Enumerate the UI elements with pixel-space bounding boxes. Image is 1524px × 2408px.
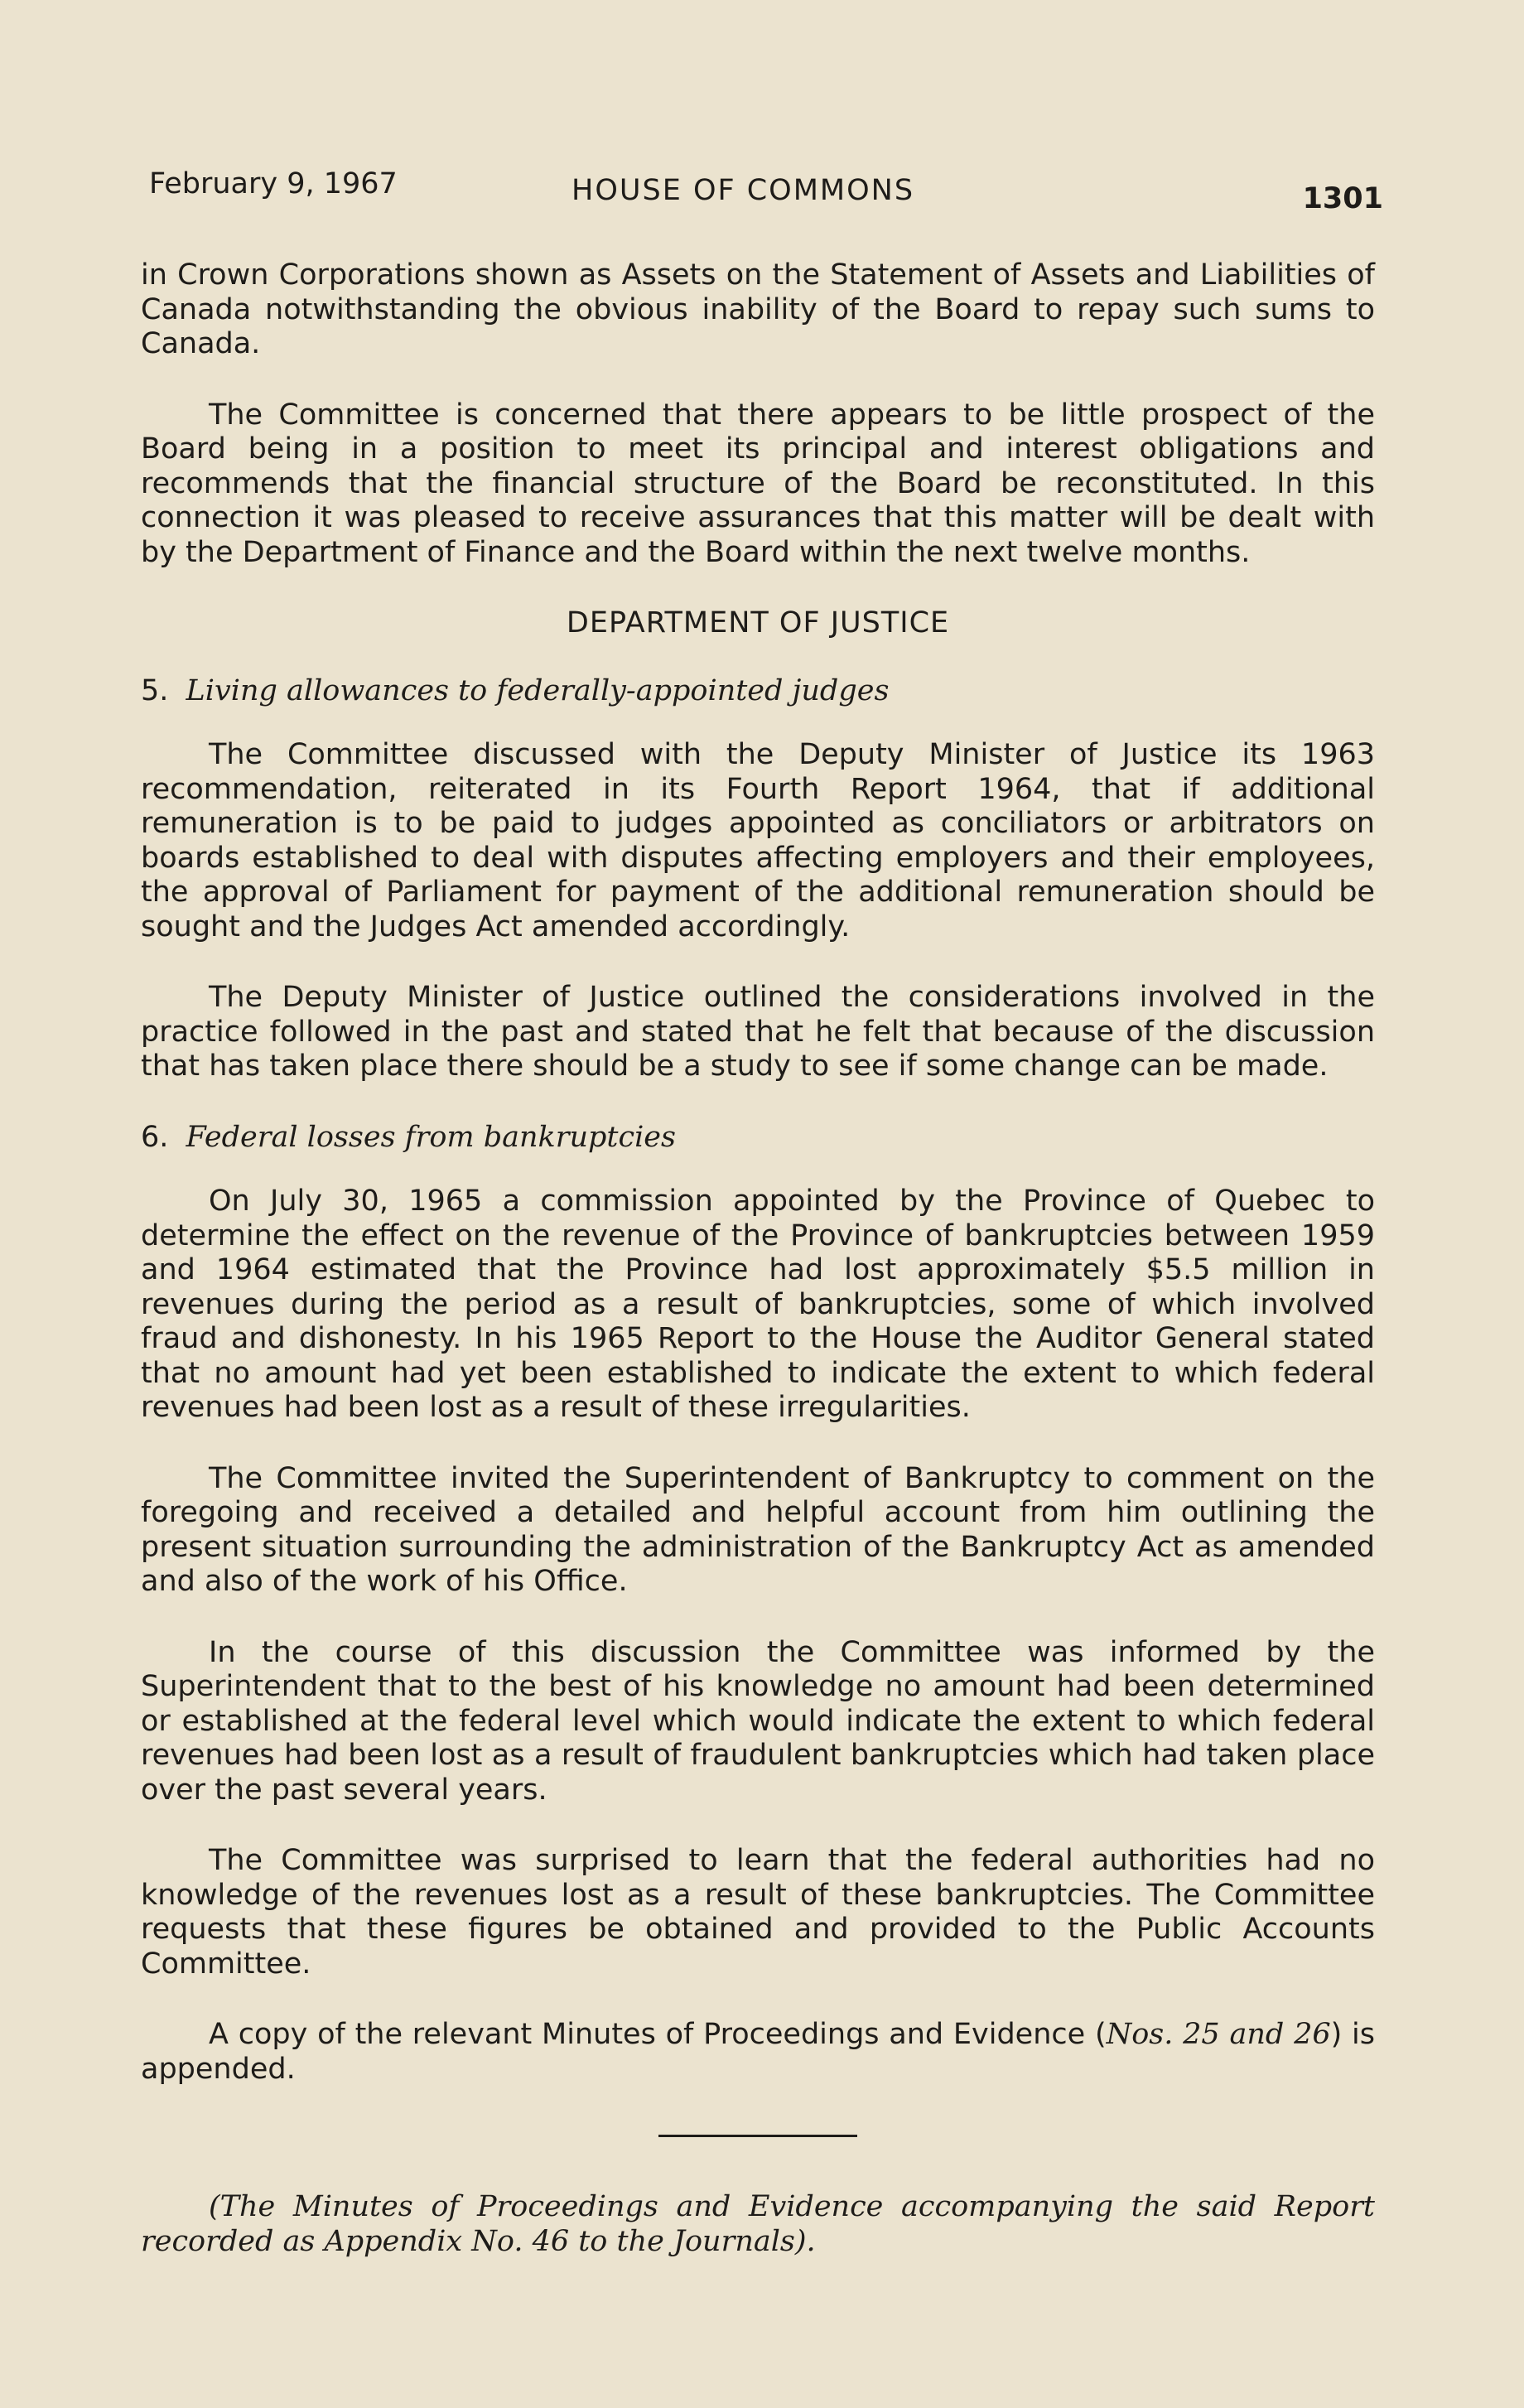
paragraph-board-finances: The Committee is concerned that there appears to be little prospect of the Board being in a position to meet its principal and interest obligations and recommends that the financial structure of the Board be reconstituted. In this connection it was pleased to receive assurances that this matter will be dealt with by the Department of Finance and the Board within the next twelve months. (141, 398, 1375, 569)
page-body (141, 258, 1375, 2259)
paragraph-continuation: in Crown Corporations shown as Assets on the Statement of Assets and Liabilities of Canada notwithstanding the obvious inability of the Board to repay such sums to Canada. (141, 258, 1375, 360)
paragraph-quebec-commission: On July 30, 1965 a commission appointed by the Province of Quebec to determine the effect on the revenue of the Province of bankruptcies between 1959 and 1964 estimated that the Province had lost approximately $5.5 million in revenues during the period as a result of bankruptcies, some of which involved fraud and dishonesty. In his 1965 Report to the House the Auditor General stated that no amount had yet been established to indicate the extent to which federal revenues had been lost as a result of these irregularities. (141, 1185, 1375, 1424)
section-6-title: Federal losses from bankruptcies (186, 1120, 676, 1154)
section-5-title: Living allowances to federally-appointed judges (186, 673, 890, 707)
subheading-section-5 (141, 674, 1375, 709)
paragraph-deputy-minister: The Deputy Minister of Justice outlined the considerations involved in the practice followed in the past and stated that he felt that because of the discussion that has taken place there should be a study to see if some change can be made. (141, 981, 1375, 1083)
page-header (149, 157, 1383, 224)
header-date: February 9, 1967 (149, 167, 398, 200)
paragraph-discussion: In the course of this discussion the Committee was informed by the Superintendent that to the best of his knowledge no amount had been determined or established at the federal level which would indicate the extent to which federal revenues had been lost as a result of fraudulent bankruptcies which had taken place over the past several years. (141, 1635, 1375, 1807)
paragraph-committee-surprised: The Committee was surprised to learn that the federal authorities had no knowledge of the revenues lost as a result of these bankruptcies. The Committee requests that these figures be obtained and provided to the Public Accounts Committee. (141, 1844, 1375, 1981)
page-number: 1301 (1302, 182, 1383, 215)
section-5-number: 5. (141, 673, 169, 707)
header-title: HOUSE OF COMMONS (572, 174, 915, 207)
minutes-text-end: ) is appended. (141, 2018, 1375, 2086)
minutes-text-start: A copy of the relevant Minutes of Proceedings and Evidence ( (209, 2018, 1107, 2051)
section-heading-justice: DEPARTMENT OF JUSTICE (566, 606, 950, 639)
paragraph-minutes-appended (141, 2018, 1375, 2087)
paragraph-superintendent-invited: The Committee invited the Superintendent of Bankruptcy to comment on the foregoing and received a detailed and helpful account from him outlining the present situation surrounding the administration of the Bankruptcy Act as amended and also of the work of his Office. (141, 1461, 1375, 1598)
minutes-numbers: Nos. 25 and 26 (1106, 2018, 1331, 2051)
appendix-note: (The Minutes of Proceedings and Evidence accompanying the said Report recorded as Appendix No. 46 to the Journals). (141, 2190, 1375, 2258)
paragraph-judges-remuneration: The Committee discussed with the Deputy Minister of Justice its 1963 recommendation, reiterated in its Fourth Report 1964, that if additional remuneration is to be paid to judges appointed as conciliators or arbitrators on boards established to deal with disputes affecting employers and their employees, the approval of Parliament for payment of the additional remuneration should be sought and the Judges Act amended accordingly. (141, 738, 1375, 943)
subheading-section-6 (141, 1121, 1375, 1156)
horizontal-rule (658, 2135, 857, 2137)
section-6-number: 6. (141, 1120, 169, 1154)
